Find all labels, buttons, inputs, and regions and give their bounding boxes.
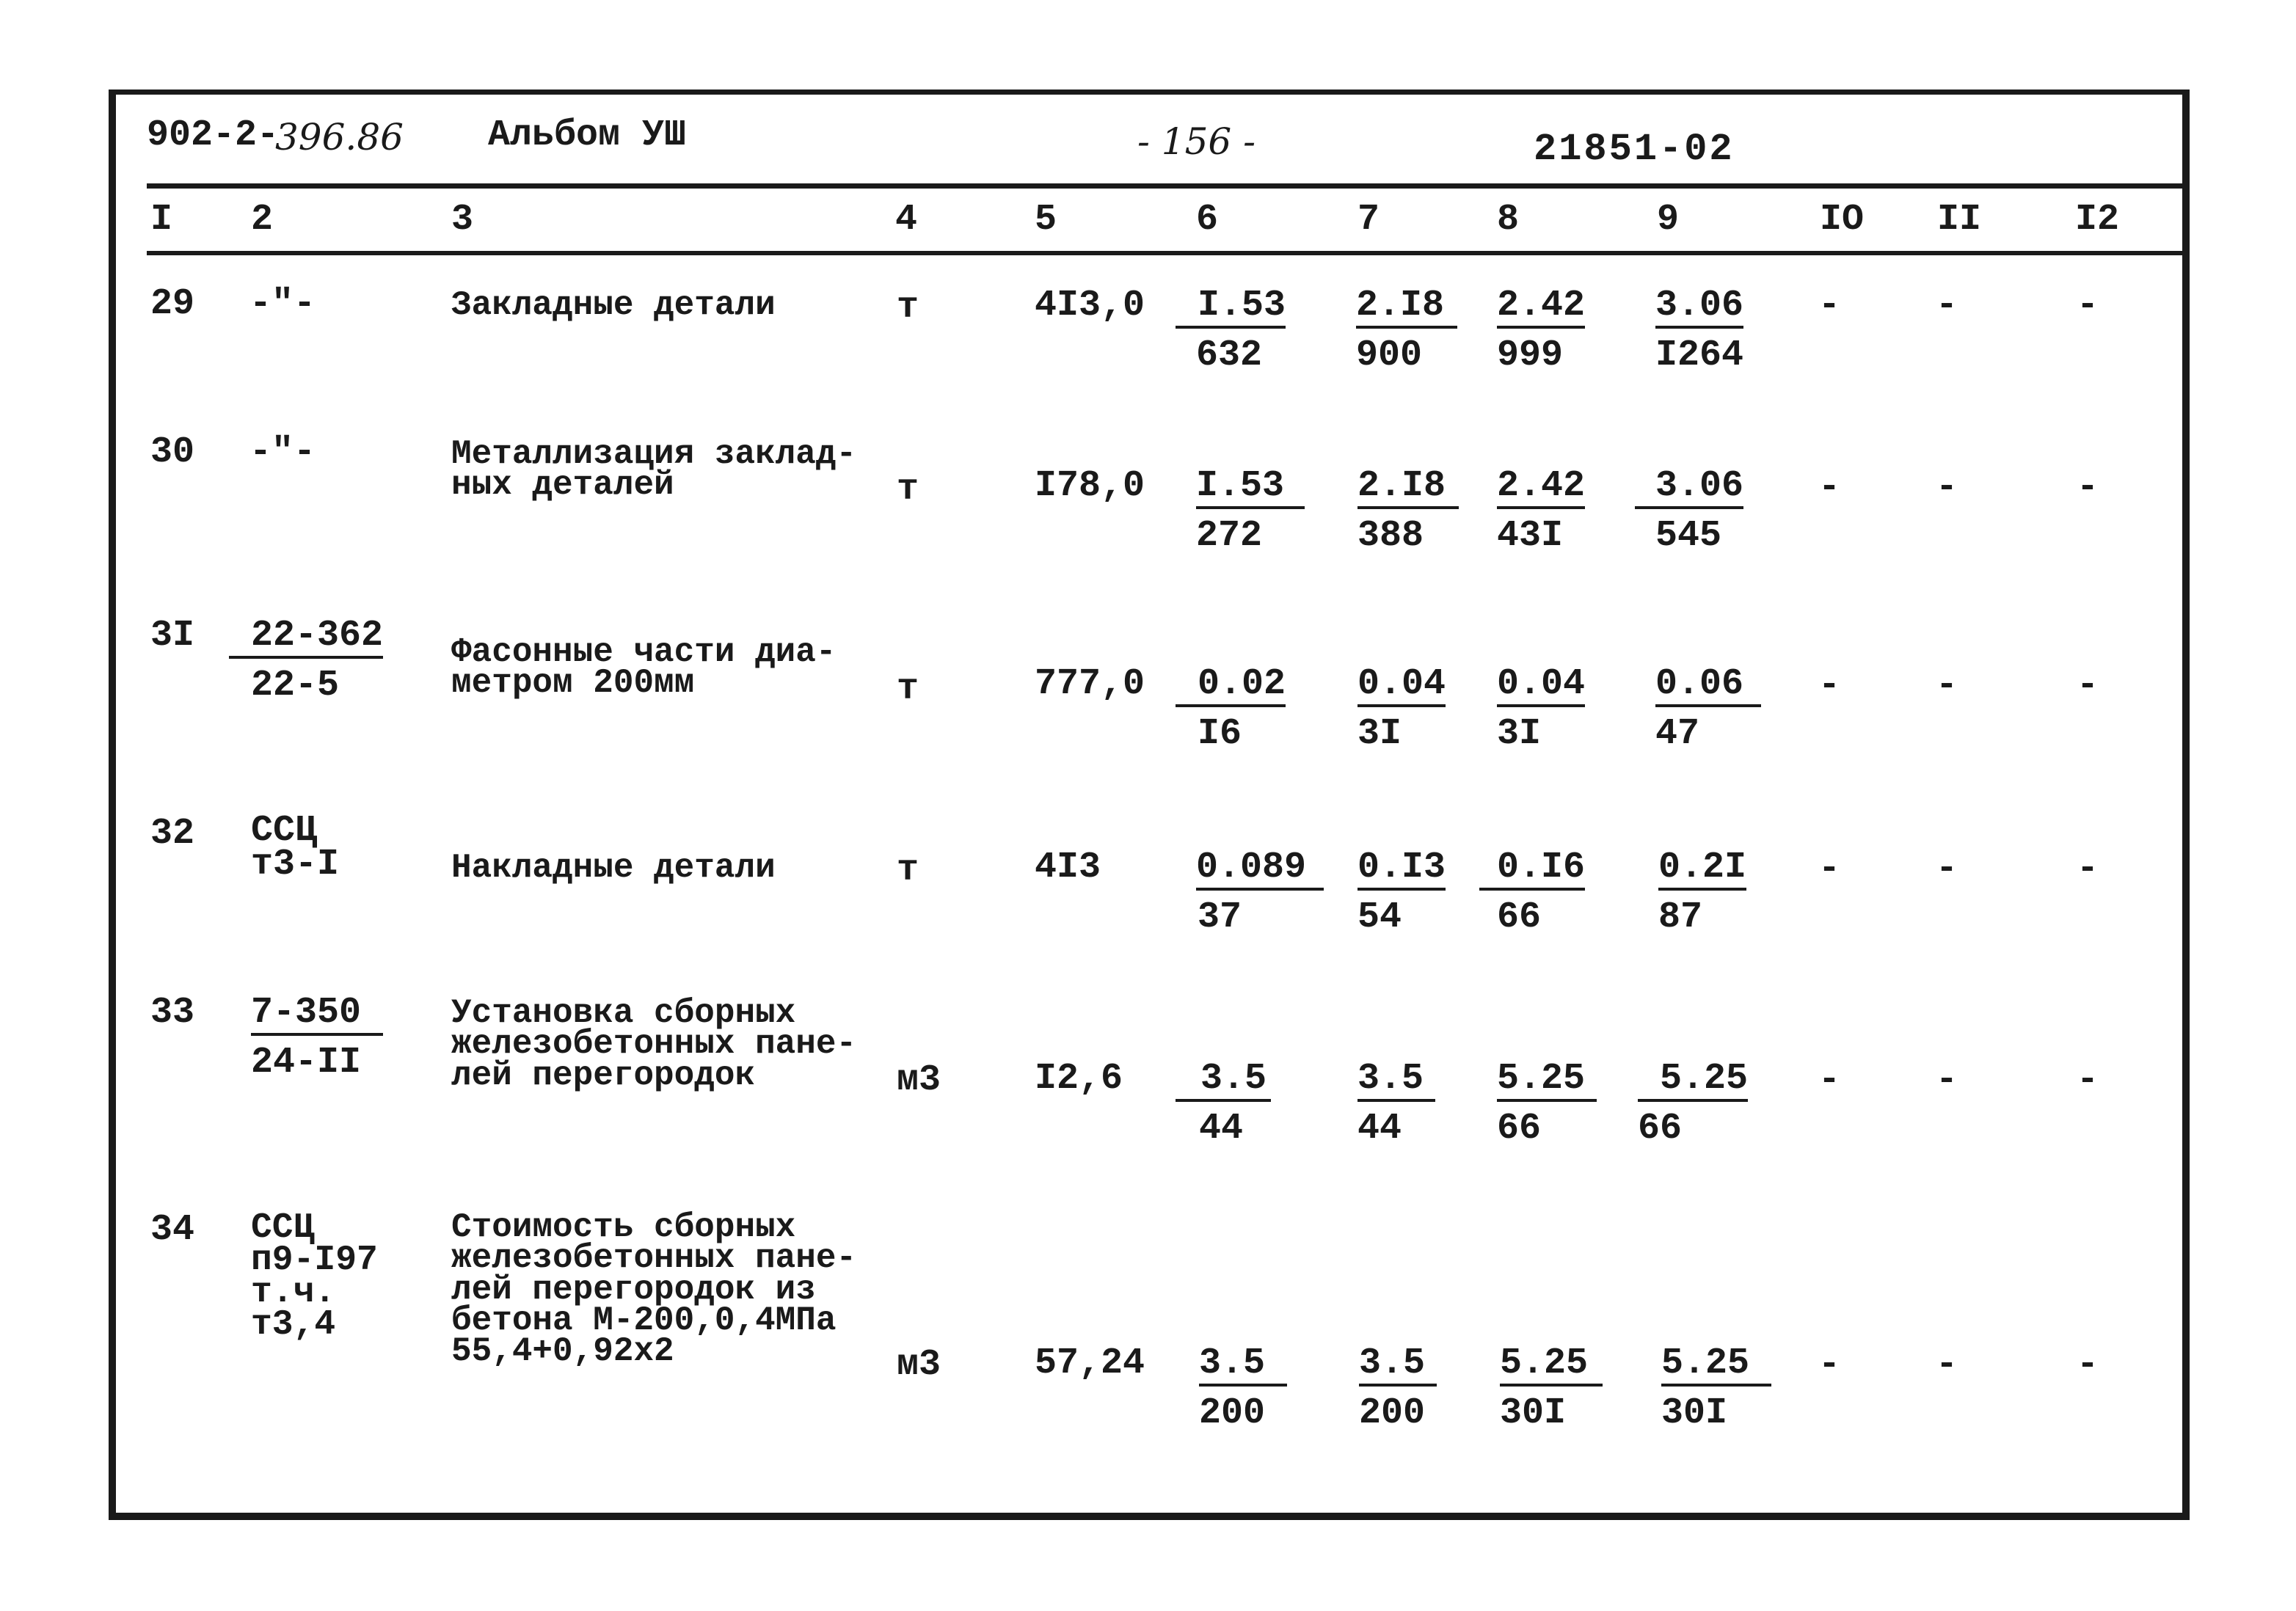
col-header-4: 4 (895, 199, 918, 241)
cell-7-bottom: 3I (1357, 713, 1402, 755)
cell-12: - (2077, 848, 2099, 890)
cell-6-bottom: 37 (1198, 896, 1242, 938)
cell-10: - (1818, 1344, 1841, 1386)
cell-11: - (1936, 1059, 1958, 1101)
cell-11: - (1936, 285, 1958, 326)
cell-10: - (1818, 848, 1841, 890)
cell-11: - (1936, 467, 1958, 508)
cell-12: - (2077, 467, 2099, 508)
row-price: 57,24 (1035, 1342, 1145, 1384)
cell-8-bottom: 66 (1497, 1108, 1542, 1150)
row-description: Установка сборных железобетонных пане- лей перегородок (451, 994, 857, 1095)
cell-8-top: 0.I6 (1479, 850, 1585, 891)
row-reference: ССЦ т3-I (251, 810, 340, 885)
cell-9-bottom: 545 (1655, 515, 1722, 557)
row-description: Накладные детали (451, 849, 776, 887)
cell-9-top: 3.06 (1655, 288, 1743, 329)
document-code: 21851-02 (1534, 128, 1735, 171)
cell-6-top: 0.089 (1196, 850, 1324, 891)
cell-7-top: 3.5 (1359, 1345, 1437, 1387)
col-header-12: I2 (2075, 199, 2120, 241)
row-reference-top: 7-350 (251, 995, 383, 1036)
cell-9-top: 3.06 (1635, 468, 1743, 509)
cell-7-top: 0.I3 (1357, 850, 1446, 891)
row-reference-top: 22-362 (229, 618, 383, 659)
row-number: 30 (150, 431, 195, 473)
col-header-11: II (1937, 199, 1982, 241)
cell-7-top: 3.5 (1357, 1061, 1435, 1102)
cell-6-top: 3.5 (1199, 1345, 1287, 1387)
cell-7-bottom: 388 (1357, 515, 1424, 557)
page-frame (109, 90, 2190, 1520)
cell-9-top: 5.25 (1661, 1345, 1771, 1387)
cell-8-bottom: 66 (1497, 896, 1542, 938)
row-price: 4I3,0 (1035, 285, 1145, 326)
cell-10: - (1818, 285, 1841, 326)
cell-7-top: 2.I8 (1357, 468, 1459, 509)
row-price: 777,0 (1035, 663, 1145, 705)
row-unit: т (897, 287, 919, 329)
cell-8-top: 5.25 (1497, 1061, 1597, 1102)
cell-9-top: 0.06 (1655, 666, 1761, 707)
col-header-3: 3 (451, 199, 474, 241)
cell-6-bottom: I6 (1198, 713, 1242, 755)
cell-6-top: 0.02 (1176, 666, 1286, 707)
row-description: Закладные детали (451, 286, 776, 324)
cell-8-bottom: 999 (1497, 335, 1564, 376)
cell-6-top: I.53 (1196, 468, 1305, 509)
row-reference: ССЦ п9-I97 т.ч. т3,4 (251, 1208, 378, 1345)
row-number: 29 (150, 283, 195, 325)
cell-11: - (1936, 1344, 1958, 1386)
album-title: Альбом УШ (488, 114, 687, 156)
row-unit: м3 (897, 1344, 941, 1386)
cell-6-bottom: 200 (1199, 1392, 1266, 1434)
cell-12: - (2077, 285, 2099, 326)
row-description: Фасонные части диа- метром 200мм (451, 633, 837, 703)
cell-7-bottom: 200 (1359, 1392, 1426, 1434)
cell-12: - (2077, 665, 2099, 706)
cell-9-bottom: 47 (1655, 713, 1700, 755)
cell-11: - (1936, 848, 1958, 890)
cell-10: - (1818, 1059, 1841, 1101)
col-header-8: 8 (1497, 199, 1520, 241)
row-number: 32 (150, 813, 195, 855)
cell-6-top: 3.5 (1176, 1061, 1271, 1102)
cell-8-top: 0.04 (1497, 666, 1585, 707)
row-unit: т (897, 469, 919, 511)
row-unit: т (897, 668, 919, 710)
cell-7-top: 0.04 (1357, 666, 1446, 707)
doc-number-prefix: 902-2- (147, 114, 280, 156)
row-unit: м3 (897, 1059, 941, 1101)
col-header-5: 5 (1035, 199, 1057, 241)
cell-11: - (1936, 665, 1958, 706)
cell-10: - (1818, 467, 1841, 508)
row-number: 33 (150, 992, 195, 1034)
col-header-10: IO (1820, 199, 1865, 241)
cell-8-top: 5.25 (1500, 1345, 1603, 1387)
cell-9-bottom: 30I (1661, 1392, 1728, 1434)
cell-9-bottom: I264 (1655, 335, 1744, 376)
row-reference-bottom: 24-II (251, 1042, 362, 1084)
cell-8-bottom: 30I (1500, 1392, 1567, 1434)
cell-8-bottom: 43I (1497, 515, 1564, 557)
cell-8-top: 2.42 (1497, 288, 1585, 329)
cell-7-bottom: 44 (1357, 1108, 1402, 1150)
cell-7-bottom: 54 (1357, 896, 1402, 938)
cell-6-bottom: 632 (1196, 335, 1263, 376)
row-number: 34 (150, 1209, 195, 1251)
cell-9-bottom: 87 (1658, 896, 1703, 938)
cell-6-bottom: 272 (1196, 515, 1263, 557)
cell-6-bottom: 44 (1199, 1108, 1244, 1150)
page-number: - 156 - (1137, 120, 1256, 163)
col-header-6: 6 (1196, 199, 1219, 241)
cell-12: - (2077, 1344, 2099, 1386)
row-unit: т (897, 850, 919, 891)
row-price: I78,0 (1035, 465, 1145, 507)
cell-9-bottom: 66 (1638, 1108, 1683, 1150)
row-reference-bottom: 22-5 (251, 665, 340, 706)
row-reference: -"- (249, 431, 316, 473)
cell-9-top: 0.2I (1658, 850, 1746, 891)
col-header-7: 7 (1357, 199, 1380, 241)
row-reference: -"- (249, 283, 316, 325)
cell-9-top: 5.25 (1638, 1061, 1748, 1102)
cell-6-top: I.53 (1176, 288, 1286, 329)
col-header-1: I (150, 199, 173, 241)
header-rule (147, 183, 2186, 189)
column-header-rule (147, 251, 2186, 255)
cell-12: - (2077, 1059, 2099, 1101)
cell-10: - (1818, 665, 1841, 706)
row-number: 3I (150, 615, 195, 657)
col-header-2: 2 (251, 199, 274, 241)
row-description: Металлизация заклад- ных деталей (451, 435, 857, 505)
row-description: Стоимость сборных железобетонных пане- лей перегородок из бетона М-200,0,4МПа 55,4+0,92х2 (451, 1208, 857, 1371)
cell-8-bottom: 3I (1497, 713, 1542, 755)
row-price: 4I3 (1035, 847, 1101, 888)
cell-8-top: 2.42 (1497, 468, 1585, 509)
col-header-9: 9 (1657, 199, 1680, 241)
doc-number-handwritten: 396.86 (275, 116, 404, 158)
cell-7-bottom: 900 (1356, 335, 1423, 376)
row-price: I2,6 (1035, 1058, 1123, 1100)
cell-7-top: 2.I8 (1356, 288, 1457, 329)
